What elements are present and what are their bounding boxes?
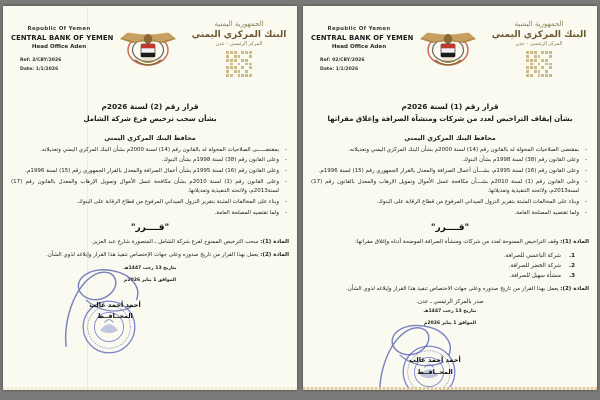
hijri-date: بتاريخ 13 رجب 1447هـ [123, 266, 177, 272]
article-label: المادة (1): [260, 239, 289, 246]
company-number: 3. [568, 273, 575, 280]
article-text: يعمل بهذا القرار من تاريخ صدوره وعلى جهات الإختصاص تنفيذ هذا القرار وإبلاغه لذوي الشأن. [46, 251, 259, 258]
office-name-ar: المركز الرئيسي - عدن [215, 41, 263, 47]
gregorian-date: الموافق 1 يناير 2026م [423, 320, 477, 326]
reference-number: Ref: 3/CBY/2026 [20, 58, 62, 63]
hijri-date: بتاريخ 13 رجب 1447هـ [423, 309, 477, 315]
gregorian-date: الموافق 1 يناير 2026م [123, 277, 177, 283]
document-date: Date: 1/1/2026 [320, 66, 359, 72]
bank-name-en: CENTRAL BANK OF YEMEN [11, 34, 114, 42]
article-item [11, 251, 289, 261]
article-label: المادة (2): [260, 251, 289, 258]
preamble-clause-list [311, 146, 589, 218]
preamble-clause: - وبناء على المخالفات المثبتة بتقرير النزول الميداني المرفوع من قطاع الرقابة على البنوك. [11, 198, 289, 208]
article-item [11, 238, 289, 248]
article-label: المادة (1): [560, 239, 589, 246]
country-name-en: Republic Of Yemen [27, 26, 91, 32]
decides-keyword: "قــــرر" [430, 223, 470, 234]
qr-code[interactable] [226, 51, 252, 77]
company-name: شركة الباعسي للصرافة. [503, 252, 561, 259]
letterhead-arabic-block [189, 18, 289, 77]
document-title-block [311, 102, 589, 125]
decision-subject-title: بشأن إيقاف التراخيص لعدد من شركات ومنشآة الصرافة وإغلاق مقراتها [327, 115, 573, 123]
article-label: المادة (2): [560, 285, 589, 292]
preamble-clause: - وعلى القانون رقم (16) لسنة 1995م بشأن أعمال الصرافة والمعدل بالقرار الجمهوري رقم (15) لسنة 1996م. [11, 167, 289, 177]
letterhead [11, 12, 289, 96]
official-stamp [401, 344, 457, 390]
decides-keyword: "قــــرر" [130, 223, 170, 234]
company-list-item [311, 251, 575, 261]
document-date: Date: 1/1/2026 [20, 66, 59, 72]
qr-code[interactable] [526, 51, 552, 77]
company-name: شركة الخضر للصرافة. [508, 263, 561, 270]
article-item [311, 238, 589, 248]
yemen-eagle-emblem [418, 24, 478, 72]
preamble-clause: - ولما تقتضيه المصلحة العامة. [311, 209, 589, 219]
governor-title: المحــافــظ [417, 367, 453, 376]
preamble-clause-list [11, 146, 289, 218]
addressee: محافظ البنك المركزي اليمني [404, 133, 496, 142]
article-text: وقف التراخيص الممنوحة لعدد من شركات ومنشأة الصرافة الموضحة أدناه وإغلاق مقراتها: [354, 239, 559, 246]
document-page-decision-1[interactable] [303, 6, 597, 390]
office-name-en: Head Office Aden [31, 44, 87, 50]
article-text: سحب الترخيص الممنوح لفرع شركة الشامل ـ المنصورة شارع عبد العزيز. [91, 239, 259, 246]
bank-name-ar: البنك المركزي اليمني [491, 30, 587, 40]
article-item [311, 285, 589, 295]
preamble-clause: - بمقتضى الصلاحيات المخولة له بالقانون رقم (14) لسنة 2000م بشأن البنك المركزي اليمني وتعديلاته. [311, 146, 589, 156]
letterhead-english-block [311, 18, 414, 74]
governor-name: أحمد أحمد غالب [89, 300, 141, 309]
company-number: 1. [568, 252, 575, 259]
country-name-en: Republic Of Yemen [327, 26, 391, 32]
yemen-eagle-emblem [118, 24, 178, 72]
letterhead [311, 12, 589, 96]
preamble-clause: - بمقتضـــــى الصلاحيات المخولة له بالقانون رقم (14) لسنة 2000م بشأن البنك المركزي اليمني وتعديلاته. [11, 146, 289, 156]
document-page-decision-2[interactable] [3, 6, 297, 390]
office-name-en: Head Office Aden [331, 44, 387, 50]
page-bottom-edge [303, 387, 597, 390]
signature-block [11, 287, 289, 353]
company-list-item [311, 261, 575, 271]
document-body [311, 134, 589, 328]
letterhead-arabic-block [489, 18, 589, 77]
suspended-companies-list [311, 251, 575, 282]
addressee: محافظ البنك المركزي اليمني [104, 133, 196, 142]
bank-name-en: CENTRAL BANK OF YEMEN [311, 34, 414, 42]
office-name-ar: المركز الرئيسي - عدن [515, 41, 563, 47]
reference-number: Ref: 02/CBY/2026 [320, 58, 365, 63]
country-name-ar: الجمهورية اليمنية [214, 20, 264, 28]
governor-title: المحــافــظ [97, 311, 133, 320]
letterhead-english-block [11, 18, 114, 74]
decision-subject-title: بشأن سحب ترخيص فرع شركة الشامل [83, 115, 217, 123]
document-body [11, 134, 289, 285]
decision-number-title: قرار رقم (2) لسنة 2026م [101, 102, 199, 111]
preamble-clause: - وعلى القانون رقم (1) لسنة 2010م بشـــأن مكافحة غسل الأموال وتمويل الإرهاب والمعدل بالقانون رقم (17) لسنة2013م، ولائحته التنفيذية وتعديلاتها. [311, 178, 589, 197]
preamble-clause: - وبناء على المخالفات المثبتة بتقرير النزول الميداني المرفوع من قطاع الرقابة على البنوك. [311, 198, 589, 208]
issued-place-line: صدر بالمركز الرئيسي ـ عدن. [416, 299, 484, 306]
preamble-clause: - وعلى القانون رقم (38) لسنة 1998م بشأن البنوك. [311, 156, 589, 166]
preamble-clause: - وعلى القانون رقم (16) لسنة 1995م، بشـــأن أعمال الصرافة والمعدل بالقرار الجمهوري رقم (15) لسنة 1996م. [311, 167, 589, 177]
preamble-clause: - ولما تقتضيه المصلحة العامة. [11, 209, 289, 219]
decision-number-title: قرار رقم (1) لسنة 2026م [401, 102, 499, 111]
company-name: منشأة سهيل للصرافة. [509, 273, 561, 280]
preamble-clause: - وعلى القانون رقم (1) لسنة 2010م بشأن مكافحة غسل الأموال وتمويل الإرهاب والمعدل بالقانون رقم (17) لسنة2013م، ولائحته التنفيذية وتعديلاتها. [11, 178, 289, 197]
country-name-ar: الجمهورية اليمنية [514, 20, 564, 28]
company-number: 2. [568, 263, 575, 270]
preamble-clause: - وعلى القانون رقم (38) لسنة 1998م بشأن البنوك. [11, 156, 289, 166]
document-title-block [11, 102, 289, 125]
article-text: يعمل بهذا القرار من تاريخ صدوره وعلى جهات الاختصاص تنفيذ هذا القرار وإبلاغه لذوي الشأن. [346, 285, 559, 292]
governor-name: أحمد أحمد غالب [409, 355, 461, 364]
signature-block [311, 330, 589, 390]
company-list-item [311, 271, 575, 281]
page-bottom-edge [3, 387, 297, 390]
bank-name-ar: البنك المركزي اليمني [191, 30, 287, 40]
